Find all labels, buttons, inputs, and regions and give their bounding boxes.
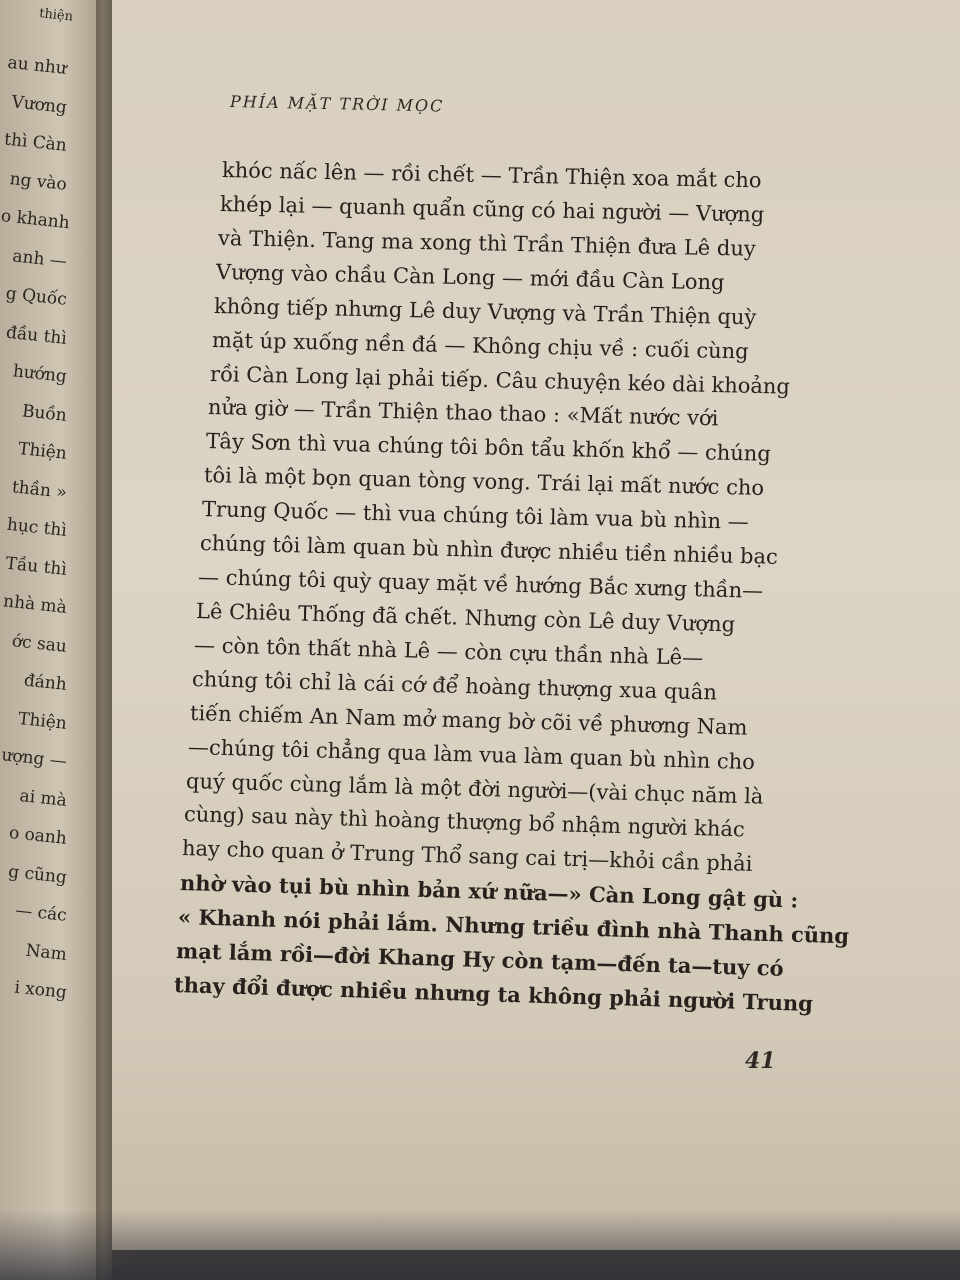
left-page-fragment: i xong — [13, 977, 68, 1003]
left-page-fragment: Thiện — [17, 438, 68, 464]
left-page-fragment: ớc sau — [10, 630, 68, 657]
page-number: 41 — [745, 1048, 776, 1074]
body-line: — còn tôn thất nhà Lê — còn cựu thần nhà Lê— — [193, 632, 704, 670]
left-page-fragment: đánh — [22, 670, 68, 695]
left-page-fragment: ượng — — [0, 745, 68, 772]
left-page-fragment: thần » — [10, 476, 68, 503]
left-page-fragment: g Quốc — [4, 283, 68, 310]
body-line: mặt úp xuống nền đá — Không chịu về : cuối cùng — [211, 327, 749, 364]
body-line: rồi Càn Long lại phải tiếp. Câu chuyện kéo dài khoảng — [209, 361, 791, 399]
left-page-fragment: ai mà — [18, 785, 68, 811]
left-page-fragment: hục thì — [5, 514, 68, 541]
body-line: Tây Sơn thì vua chúng tôi bôn tẩu khốn khổ — chúng — [205, 429, 772, 467]
body-line: và Thiện. Tang ma xong thì Trần Thiện đưa Lê duy — [217, 225, 756, 261]
left-page-fragment: Thiện — [17, 708, 68, 734]
body-line: nửa giờ — Trần Thiện thao thao : «Mất nước với — [207, 395, 719, 431]
body-line: hay cho quan ở Trung Thổ sang cai trị—khỏi cần phải — [181, 836, 753, 877]
left-page-fragment: — các — [14, 900, 68, 926]
body-line: Lê Chiêu Thống đã chết. Nhưng còn Lê duy Vượng — [195, 598, 736, 637]
left-page-fragment: nhà mà — [2, 591, 68, 618]
left-page-fragment: Buồn — [21, 400, 68, 426]
running-head: PHÍA MẶT TRỜI MỌC — [229, 92, 445, 116]
body-line: chúng tôi làm quan bù nhìn được nhiều tiền nhiều bạc — [199, 531, 779, 569]
left-page-fragment: thiện — [38, 6, 74, 25]
body-line: Trung Quốc — thì vua chúng tôi làm vua bù nhìn — — [201, 497, 750, 535]
body-line: khóc nấc lên — rồi chết — Trần Thiện xoa mắt cho — [221, 158, 762, 193]
body-line: nhờ vào tụi bù nhìn bản xứ nữa—» Càn Long gật gù : — [179, 870, 799, 913]
body-line: cùng) sau này thì hoàng thượng bổ nhậm người khác — [183, 802, 746, 842]
bottom-shadow — [0, 1210, 960, 1280]
body-line: quý quốc cùng lắm là một đời người—(vài chục năm là — [185, 768, 764, 809]
left-page-fragment: thì Càn — [3, 129, 68, 156]
left-page-fragment: Vương — [10, 91, 68, 118]
left-page-fragment: o khanh — [0, 206, 71, 234]
body-line: « Khanh nói phải lắm. Nhưng triều đình nhà Thanh cũng — [177, 904, 850, 949]
body-line: khép lại — quanh quẩn cũng có hai người — Vượng — [219, 191, 765, 227]
body-line: —chúng tôi chẳng qua làm vua làm quan bù nhìn cho — [187, 734, 756, 774]
left-page-fragment: đầu thì — [5, 322, 68, 349]
body-line: chúng tôi chỉ là cái cớ để hoàng thượng xua quân — [191, 666, 718, 705]
body-line: — chúng tôi quỳ quay mặt về hướng Bắc xưng thần— — [197, 565, 764, 603]
body-line: thay đổi được nhiều nhưng ta không phải người Trung — [173, 972, 814, 1016]
body-line: mạt lắm rồi—đời Khang Hy còn tạm—đến ta—tuy có — [175, 938, 785, 981]
left-page-fragment: ng vào — [8, 168, 68, 195]
left-page-fragment: Tầu thì — [4, 553, 68, 580]
body-line: Vượng vào chầu Càn Long — mới đầu Càn Long — [215, 259, 725, 295]
body-line: tiến chiếm An Nam mở mang bờ cõi về phương Nam — [189, 700, 748, 740]
body-line: không tiếp nhưng Lê duy Vượng và Trần Thiện quỳ — [213, 293, 757, 330]
left-page-fragment: Nam — [24, 940, 68, 965]
left-page-fragment: anh — — [11, 245, 68, 272]
left-page-fragment: g cũng — [7, 861, 68, 888]
left-page-fragment: o oanh — [8, 822, 68, 849]
left-page-fragment: hướng — [11, 361, 68, 387]
body-line: tôi là một bọn quan tòng vong. Trái lại mất nước cho — [203, 463, 765, 501]
left-page-fragment: au như — [6, 52, 68, 79]
